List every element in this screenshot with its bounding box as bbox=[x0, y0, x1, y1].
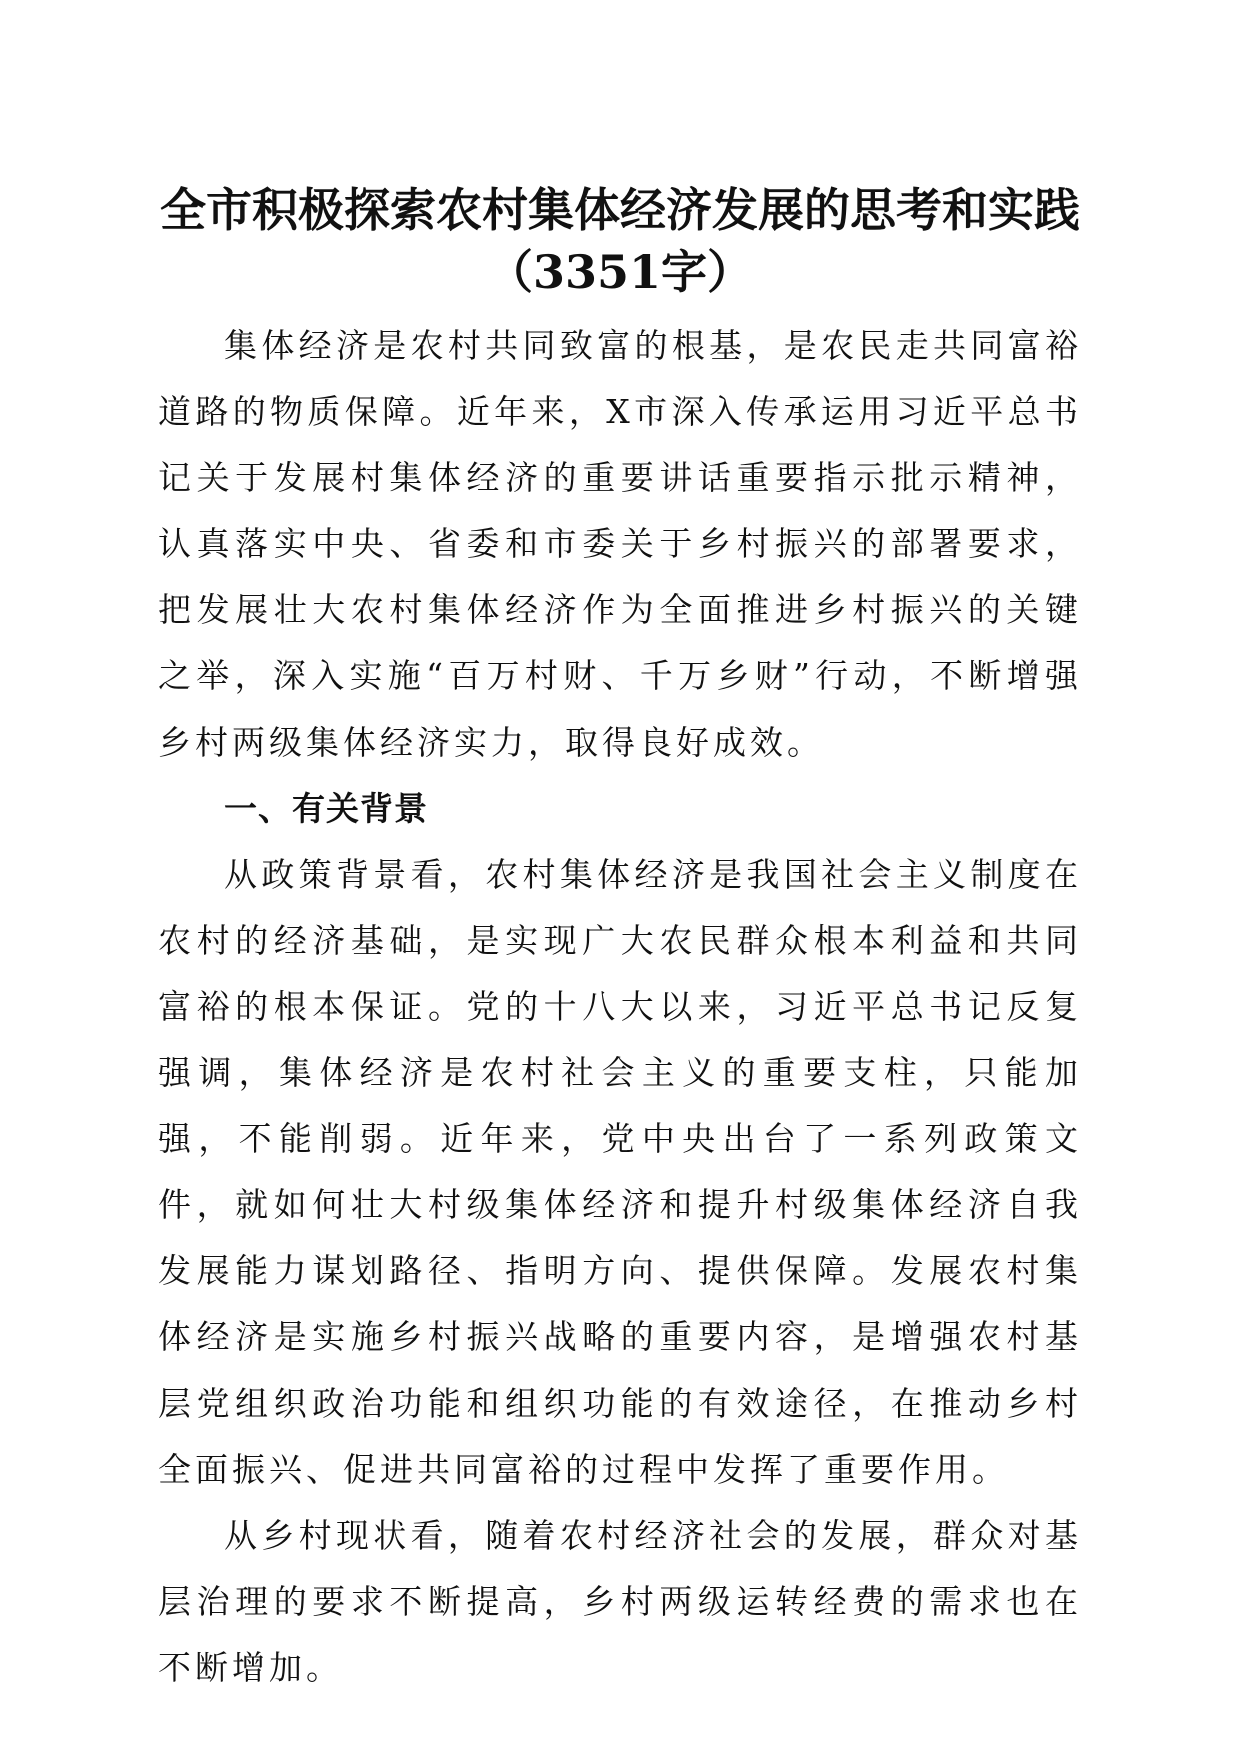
section-heading: 一、有关背景 bbox=[224, 788, 428, 828]
document-body bbox=[158, 313, 1082, 1701]
document-title: 全市积极探索农村集体经济发展的思考和实践 bbox=[160, 183, 1080, 237]
policy-background-paragraph: 从政策背景看，农村集体经济是我国社会主义制度在农村的经济基础，是实现广大农民群众根本利益和共同富裕的根本保证。党的十八大以来，习近平总书记反复强调，集体经济是农村社会主义的重要支柱，只能加强，不能削弱。近年来，党中央出台了一系列政策文件，就如何壮大村级集体经济和提升村级集体经济自我发展能力谋划路径、指明方向、提供保障。发展农村集体经济是实施乡村振兴战略的重要内容，是增强农村基层党组织政治功能和组织功能的有效途径，在推动乡村全面振兴、促进共同富裕的过程中发挥了重要作用。 bbox=[158, 854, 1082, 1489]
document-subtitle: （3351字） bbox=[486, 245, 754, 299]
village-status-paragraph: 从乡村现状看，随着农村经济社会的发展，群众对基层治理的要求不断提高，乡村两级运转经费的需求也在不断增加。 bbox=[158, 1515, 1082, 1687]
intro-paragraph: 集体经济是农村共同致富的根基，是农民走共同富裕道路的物质保障。近年来，X市深入传承运用习近平总书记关于发展村集体经济的重要讲话重要指示批示精神，认真落实中央、省委和市委关于乡村振兴的部署要求，把发展壮大农村集体经济作为全面推进乡村振兴的关键之举，深入实施“百万村财、千万乡财”行动，不断增强乡村两级集体经济实力，取得良好成效。 bbox=[158, 326, 1082, 762]
